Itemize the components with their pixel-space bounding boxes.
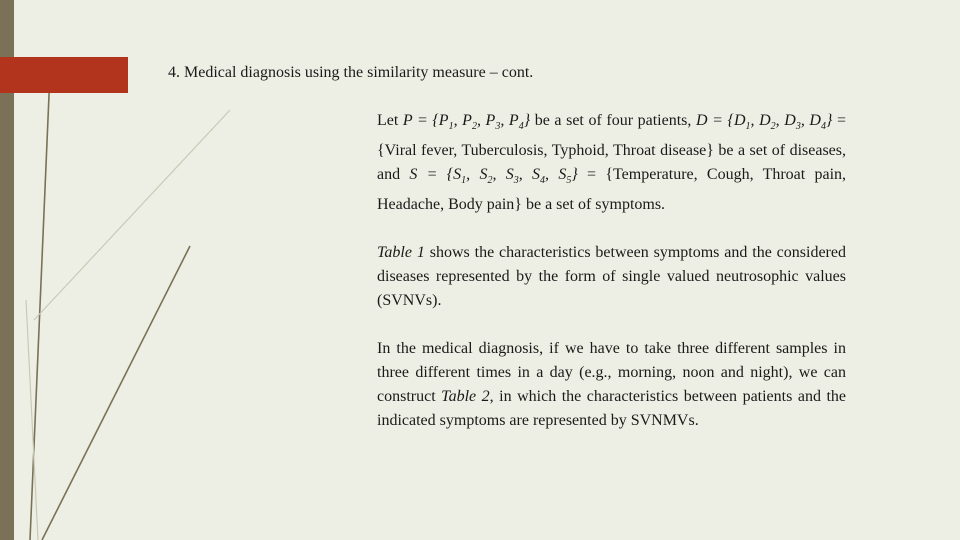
text-s4: , S bbox=[518, 166, 541, 184]
table1-ref: Table 1 bbox=[377, 244, 425, 262]
symptoms-set bbox=[409, 166, 578, 187]
slide-body bbox=[377, 109, 846, 457]
text-p-close: } bbox=[523, 112, 531, 129]
sub-d3: 3 bbox=[795, 121, 801, 133]
text-d4: , D bbox=[800, 112, 821, 129]
sub-p1: 1 bbox=[448, 121, 454, 133]
sub-p4: 4 bbox=[518, 121, 524, 133]
text-d: D = {D bbox=[696, 112, 746, 129]
text-let: Let bbox=[377, 112, 403, 129]
text-d-close: } bbox=[825, 112, 833, 129]
text-set-patients: be a set of four patients, bbox=[530, 112, 696, 129]
text-s2: , S bbox=[466, 166, 488, 184]
sub-s1: 1 bbox=[461, 175, 467, 187]
text-table1-desc: shows the characteristics between symptoms and the considered diseases represented by the form of single valued neutrosophic values (SVNVs). bbox=[377, 244, 846, 310]
text-p: P = {P bbox=[402, 112, 449, 129]
sub-p3: 3 bbox=[495, 121, 501, 133]
table2-ref: Table 2 bbox=[441, 388, 490, 406]
text-p3: , P bbox=[476, 112, 496, 129]
diseases-set bbox=[696, 112, 833, 133]
text-d2: , D bbox=[750, 112, 771, 129]
paragraph-table2 bbox=[377, 337, 846, 433]
text-s5: , S bbox=[545, 166, 567, 184]
paragraph-sets bbox=[377, 109, 846, 217]
deco-line-3 bbox=[34, 110, 230, 320]
text-symptoms: = {Temperature, Cough, Throat pain, Headache, Body pain} be a set of symptoms. bbox=[377, 166, 847, 214]
text-s-close: } bbox=[571, 166, 578, 184]
text-diagnosis-b: , in which the characteristics between patients and the indicated symptoms are represented by SVNMVs. bbox=[377, 388, 846, 430]
sub-d1: 1 bbox=[745, 121, 751, 133]
sub-s5: 5 bbox=[566, 175, 572, 187]
text-s3: , S bbox=[492, 166, 514, 184]
text-d3: , D bbox=[775, 112, 796, 129]
text-s: S = {S bbox=[409, 166, 462, 184]
sub-s4: 4 bbox=[540, 175, 546, 187]
text-p4: , P bbox=[500, 112, 519, 129]
sub-p2: 2 bbox=[471, 121, 477, 133]
sub-d4: 4 bbox=[820, 121, 826, 133]
paragraph-table1 bbox=[377, 241, 846, 313]
slide-title: 4. Medical diagnosis using the similarity measure – cont. bbox=[168, 64, 534, 81]
deco-line-2 bbox=[42, 246, 190, 540]
sub-s3: 3 bbox=[513, 175, 519, 187]
sub-d2: 2 bbox=[770, 121, 776, 133]
text-p2: , P bbox=[453, 112, 472, 129]
text-diseases: = {Viral fever, Tuberculosis, Typhoid, Throat disease} be a set of diseases, and bbox=[377, 112, 846, 184]
patients-set bbox=[402, 112, 531, 133]
sub-s2: 2 bbox=[487, 175, 493, 187]
text-diagnosis-a: In the medical diagnosis, if we have to take three different samples in three different times in a day (e.g., morning, noon and night), we can construct bbox=[377, 340, 846, 406]
title-accent-bar bbox=[0, 57, 128, 93]
